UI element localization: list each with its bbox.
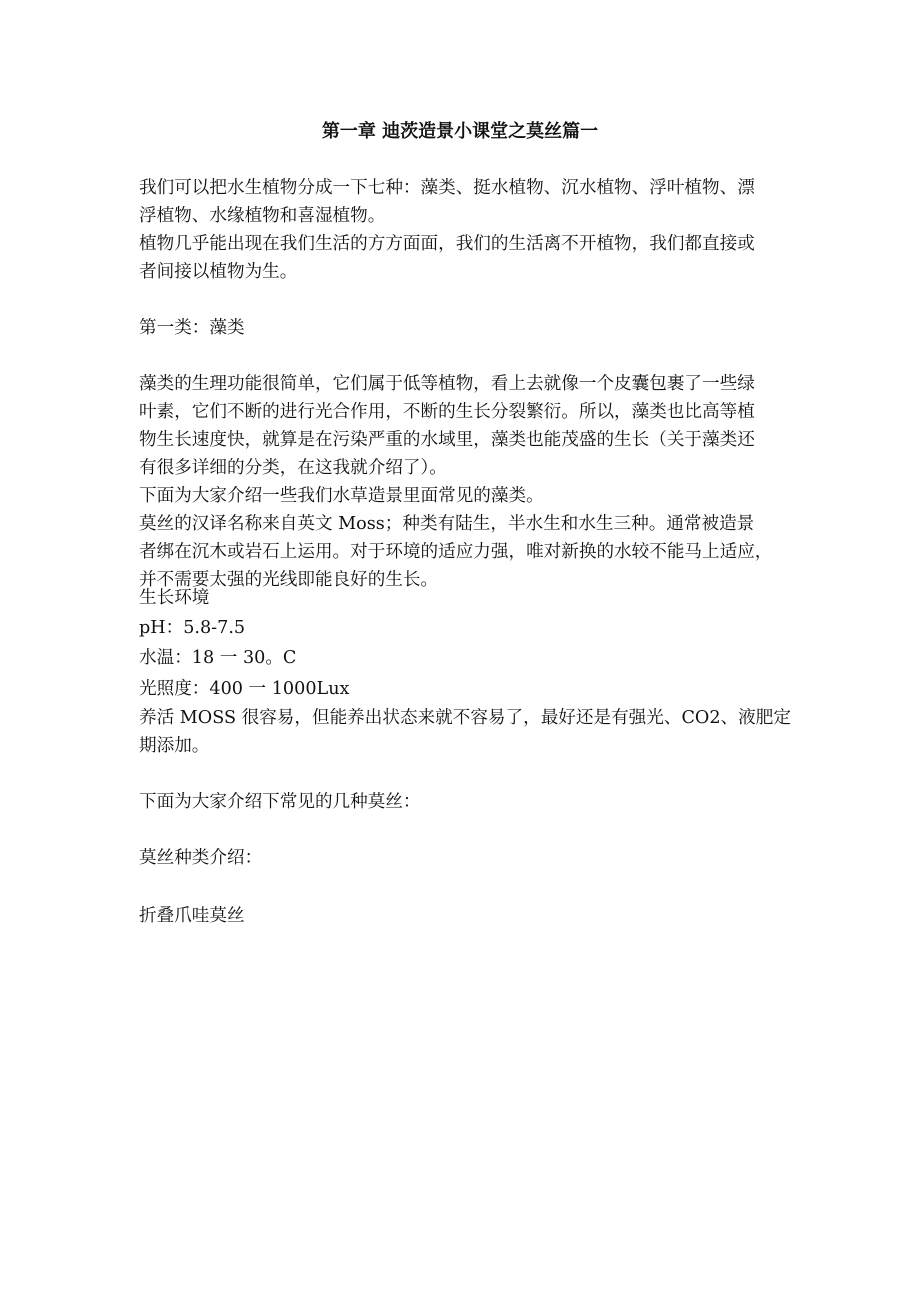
text-line: 藻类的生理功能很简单，它们属于低等植物，看上去就像一个皮囊包裹了一些绿 (139, 374, 755, 394)
text-line: 并不需要太强的光线即能良好的生长。 (139, 570, 439, 590)
care-paragraph (139, 704, 799, 760)
text-line: 有很多详细的分类，在这我就介绍了）。 (139, 458, 447, 478)
intro-paragraph-2 (139, 230, 799, 286)
text-line: 养活 MOSS 很容易，但能养出状态来就不容易了，最好还是有强光、CO2、液肥定 (139, 708, 791, 728)
moss-paragraph (139, 510, 799, 594)
page-title: 第一章 迪茨造景小课堂之莫丝篇一 (321, 121, 599, 142)
moss-intro: 下面为大家介绍下常见的几种莫丝： (139, 792, 421, 812)
text-line: 者绑在沉木或岩石上运用。对于环境的适应力强，唯对新换的水较不能马上适应， (139, 542, 773, 562)
text-line: 物生长速度快，就算是在污染严重的水域里，藻类也能茂盛的生长（关于藻类还 (139, 430, 755, 450)
light-intensity: 光照度：400 一 1000Lux (139, 679, 350, 699)
common-algae-intro: 下面为大家介绍一些我们水草造景里面常见的藻类。 (139, 486, 544, 506)
text-line: 者间接以植物为生。 (139, 262, 298, 282)
section-heading: 第一类：藻类 (139, 318, 245, 338)
algae-paragraph (139, 370, 799, 482)
text-line: 莫丝的汉译名称来自英文 Moss；种类有陆生，半水生和水生三种。通常被造景 (139, 514, 755, 534)
moss-types-heading: 莫丝种类介绍： (139, 848, 263, 868)
ph-range: pH：5.8-7.5 (139, 618, 246, 638)
text-line: 我们可以把水生植物分成一下七种：藻类、挺水植物、沉水植物、浮叶植物、漂 (139, 178, 755, 198)
water-temperature: 水温：18 一 30。C (139, 648, 297, 668)
text-line: 浮植物、水缘植物和喜湿植物。 (139, 206, 386, 226)
environment-heading: 生长环境 (139, 588, 210, 608)
text-line: 植物几乎能出现在我们生活的方方面面，我们的生活离不开植物，我们都直接或 (139, 234, 755, 254)
intro-paragraph-1 (139, 174, 799, 230)
text-line: 叶素，它们不断的进行光合作用，不断的生长分裂繁衍。所以，藻类也比高等植 (139, 402, 755, 422)
text-line: 期添加。 (139, 736, 210, 756)
moss-type-name: 折叠爪哇莫丝 (139, 906, 245, 926)
